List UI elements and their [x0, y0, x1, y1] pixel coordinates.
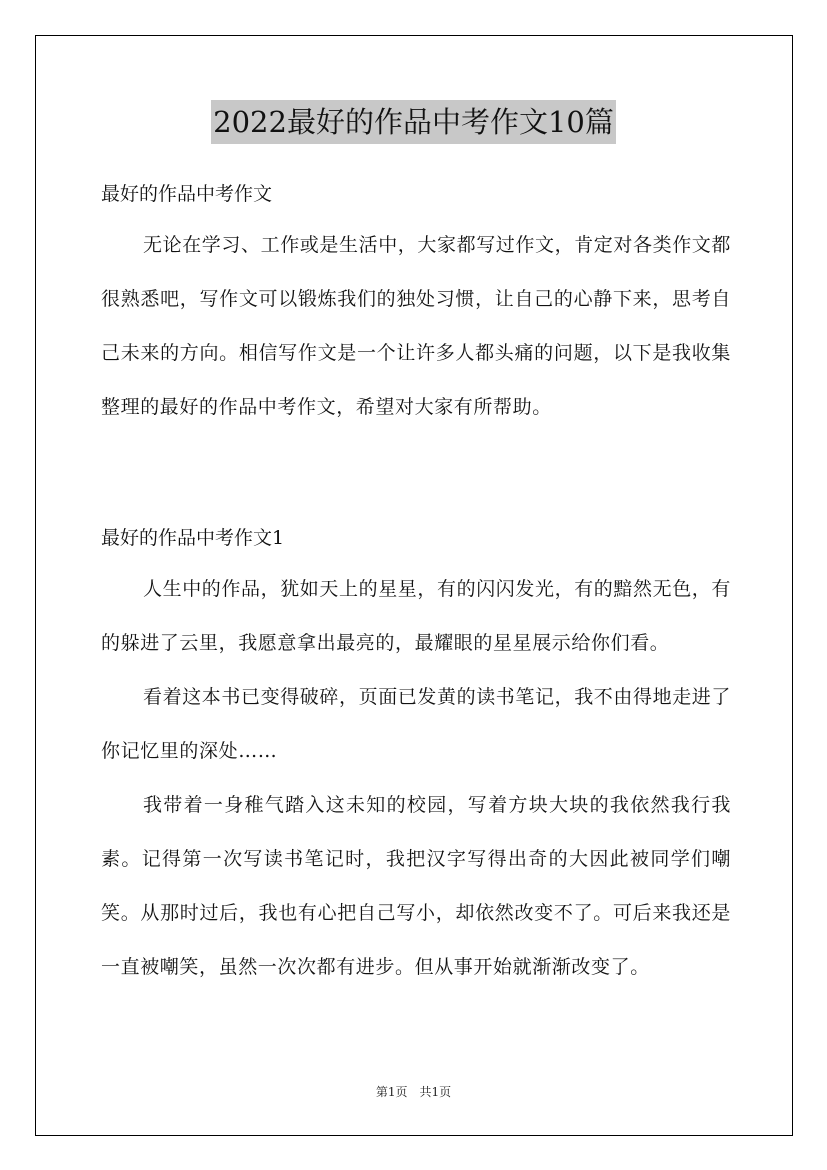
intro-paragraph: 无论在学习、工作或是生活中，大家都写过作文，肯定对各类作文都很熟悉吧，写作文可以锻炼我们的独处习惯，让自己的心静下来，思考自己未来的方向。相信写作文是一个让许多人都头痛的问题，以下是我收集整理的最好的作品中考作文，希望对大家有所帮助。: [101, 234, 732, 418]
intro-heading: 最好的作品中考作文: [101, 183, 273, 205]
essay-1-paragraph: 我带着一身稚气踏入这未知的校园，写着方块大块的我依然我行我素。记得第一次写读书笔记时，我把汉字写得出奇的大因此被同学们嘲笑。从那时过后，我也有心把自己写小，却依然改变不了。可后来我还是一直被嘲笑，虽然一次次都有进步。但从事开始就渐渐改变了。: [101, 794, 731, 978]
title-container: [0, 100, 827, 144]
document-title: 2022最好的作品中考作文10篇: [211, 100, 616, 144]
page-footer: [0, 1083, 827, 1100]
essay-1-heading: 最好的作品中考作文1: [101, 527, 285, 549]
document-body: [101, 170, 731, 994]
essay-1-paragraph: 看着这本书已变得破碎，页面已发黄的读书笔记，我不由得地走进了你记忆里的深处……: [101, 686, 732, 762]
essay-1-paragraph: 人生中的作品，犹如天上的星星，有的闪闪发光，有的黯然无色，有的躲进了云里，我愿意拿出最亮的，最耀眼的星星展示给你们看。: [101, 578, 732, 654]
page-number: 第1页 共1页: [375, 1085, 452, 1099]
